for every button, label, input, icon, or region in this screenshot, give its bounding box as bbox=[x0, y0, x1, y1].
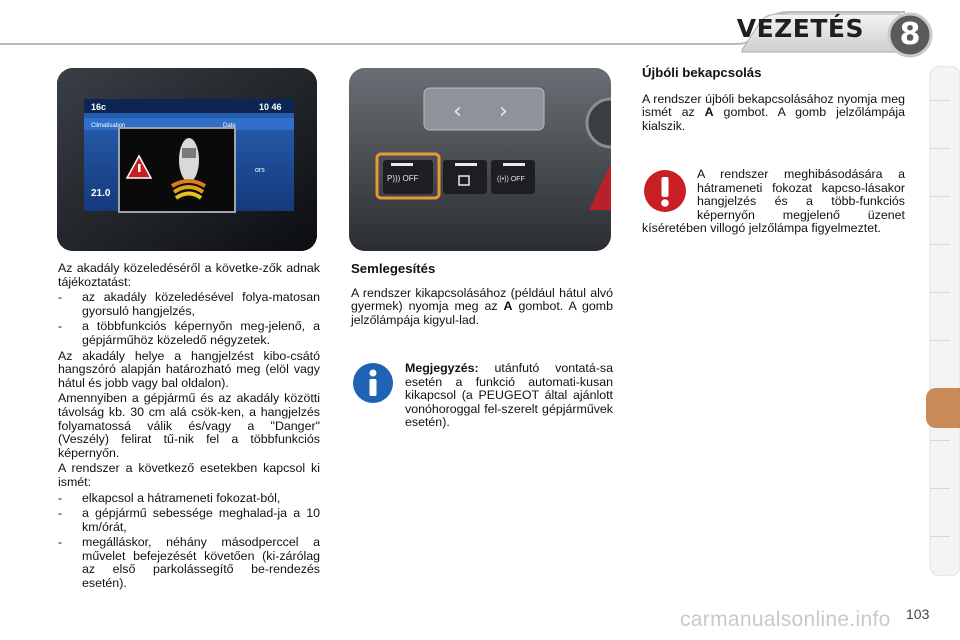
index-tab bbox=[930, 244, 950, 281]
buttons-photo bbox=[349, 68, 611, 251]
left-column bbox=[58, 262, 320, 593]
chapter-title: VEZETÉS bbox=[736, 14, 864, 43]
list-item: - az akadály közeledésével folya-matosan gyorsuló hangjelzés, bbox=[58, 290, 320, 318]
paragraph: Az akadály helye a hangjelzést kibo-csátó hangszóró alapján határozható meg (elöl vagy hátul és jobb vagy bal oldalon). bbox=[58, 348, 320, 390]
display-temp: 16c bbox=[91, 102, 107, 112]
index-tab bbox=[930, 488, 950, 525]
chapter-number: 8 bbox=[899, 17, 921, 52]
list-item: - elkapcsol a hátrameneti fokozat-ból, bbox=[58, 490, 281, 505]
note-label: Megjegyzés: bbox=[405, 361, 479, 375]
index-tab bbox=[930, 100, 950, 137]
index-tab bbox=[930, 196, 950, 233]
display-time: 10 46 bbox=[259, 102, 282, 112]
display-side-text: ors bbox=[255, 167, 265, 174]
display-side-value: 21.0 bbox=[91, 188, 111, 199]
section-heading-ujboli: Újbóli bekapcsolás bbox=[642, 65, 762, 80]
list-item: - a gépjármű sebessége meghalad-ja a 10 km/órát, bbox=[58, 506, 320, 534]
index-tab-active bbox=[926, 388, 960, 428]
paragraph: A rendszer kikapcsolásához (például hátul alvó gyermek) nyomja meg az A gombot. A gomb jelzőlámpája kigyul-lad. bbox=[351, 285, 613, 327]
park-button-label: P))) OFF bbox=[387, 174, 419, 183]
index-tab bbox=[930, 340, 950, 377]
section-heading-semlegesites: Semlegesítés bbox=[351, 261, 436, 276]
info-icon bbox=[352, 362, 394, 404]
index-tab bbox=[930, 292, 950, 329]
note-text: Megjegyzés: utánfutó vontatá-sa esetén a funkció automati-kusan kikapcsol (a PEUGEOT által ajánlott vonóhoroggal fel-szerelt gépjárművek esetén). bbox=[405, 361, 613, 430]
display-menu-left: Climatisation bbox=[91, 123, 126, 129]
paragraph: Amennyiben a gépjármű és az akadály közötti távolság kb. 30 cm alá csök-ken, a hangjelzés folyamatossá válik és/vagy a "Danger" (Veszély) felirat tű-nik fel a többfunkciós képernyőn. bbox=[58, 391, 320, 460]
index-tab bbox=[930, 148, 950, 185]
display-photo bbox=[57, 68, 317, 251]
index-tab bbox=[930, 536, 950, 573]
svg-text:‹: ‹ bbox=[453, 99, 462, 124]
esp-button-label: ((•)) OFF bbox=[497, 176, 525, 183]
list-item: - a többfunkciós képernyőn meg-jelenő, a gépjárműhöz közeledő négyzetek. bbox=[58, 319, 320, 347]
paragraph: A rendszer újbóli bekapcsolásához nyomja meg ismét az A gombot. A gomb jelzőlámpája kialszik. bbox=[642, 91, 905, 133]
right-column bbox=[642, 66, 905, 135]
mid-column bbox=[351, 262, 613, 329]
page-number: 103 bbox=[906, 606, 930, 622]
svg-text:›: › bbox=[499, 99, 508, 124]
list-item: - megálláskor, néhány másodperccel a művelet befejezését követően (ki-zárólag az első parkolássegítő be-rendezés esetén). bbox=[58, 535, 320, 591]
watermark: carmanualsonline.info bbox=[680, 608, 891, 631]
paragraph: A rendszer a következő esetekben kapcsol ki ismét: bbox=[58, 461, 320, 489]
index-tab bbox=[930, 440, 950, 477]
paragraph: Az akadály közeledéséről a követke-zők adnak tájékoztatást: bbox=[58, 261, 320, 289]
warning-text: A rendszer meghibásodására a hátrameneti fokozat kapcso-lásakor hangjelzés és a több-funkciós képernyőn megjelenő üzenet kíséretében villogó jelzőlámpa figyelmeztet. bbox=[642, 167, 905, 236]
display-menu-right: Date bbox=[223, 123, 236, 129]
